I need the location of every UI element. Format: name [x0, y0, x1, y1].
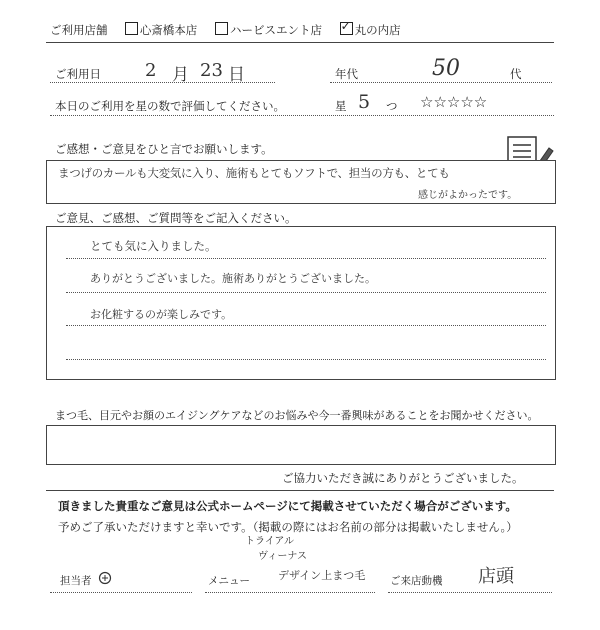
- notice-line-2: 予めご了承いただけますと幸いです。（掲載の際にはお名前の部分は掲載いたしません。）: [58, 520, 518, 534]
- opinion-rule-4: [66, 359, 546, 360]
- rating-value: 5: [358, 91, 371, 113]
- aging-box[interactable]: [46, 425, 556, 465]
- rating-question: 本日のご利用を星の数で評価してください。: [55, 99, 285, 113]
- thanks-text: ご協力いただき誠にありがとうございました。: [282, 471, 524, 485]
- aging-question: まつ毛、目元やお顔のエイジングケアなどのお悩みや今一番興味があることをお聞かせください。: [55, 409, 539, 422]
- star-label: 星: [335, 99, 347, 113]
- staff-label: 担当者: [60, 575, 92, 587]
- visit-underline: [388, 592, 552, 593]
- rating-unit: つ: [386, 99, 398, 113]
- date-underline: [50, 82, 275, 83]
- menu-label: メニュー: [208, 575, 250, 587]
- store-label: ご利用店舗: [50, 23, 108, 37]
- visit-value: 店頭: [478, 566, 514, 587]
- checkbox-icon[interactable]: [125, 22, 138, 35]
- impression-text-line2: 感じがよかったです。: [418, 190, 518, 201]
- divider: [46, 42, 554, 43]
- store-option-herbis[interactable]: ハービスエント店: [215, 22, 322, 38]
- menu-line-1: トライアル: [245, 536, 294, 547]
- date-day: 23: [200, 60, 223, 81]
- rating-stars[interactable]: ☆☆☆☆☆: [420, 93, 488, 111]
- rating-underline: [50, 115, 554, 116]
- date-month: 2: [145, 60, 157, 81]
- age-underline: [330, 82, 552, 83]
- opinion-rule-2: [66, 292, 546, 293]
- date-month-unit: 月: [172, 65, 189, 85]
- impression-text-line1: まつげのカールも大変気に入り、施術もとてもソフトで、担当の方も、とても: [58, 166, 450, 180]
- opinion-line-3: お化粧するのが楽しみです。: [90, 308, 233, 321]
- checkbox-checked-icon[interactable]: [340, 22, 353, 35]
- opinion-rule-3: [66, 325, 546, 326]
- store-option-shinsaibashi[interactable]: 心斎橋本店: [125, 22, 198, 38]
- visit-label: ご来店動機: [390, 575, 443, 587]
- menu-line-3: デザイン上まつ毛: [278, 569, 366, 582]
- opinion-line-2: ありがとうございました。施術ありがとうございました。: [90, 272, 376, 285]
- staff-underline: [50, 592, 192, 593]
- store-row: [50, 22, 415, 38]
- opinion-question: ご意見、ご感想、ご質問等をご記入ください。: [55, 211, 297, 225]
- age-unit: 代: [510, 67, 522, 81]
- store-option-marunouchi[interactable]: ✓ 丸の内店: [340, 22, 401, 38]
- divider: [46, 490, 554, 491]
- menu-line-2: ヴィーナス: [258, 551, 307, 562]
- age-value: 50: [432, 56, 460, 81]
- date-day-unit: 日: [228, 65, 245, 85]
- checkbox-icon[interactable]: [215, 22, 228, 35]
- seal-icon: [98, 570, 112, 584]
- date-label: ご利用日: [55, 67, 101, 81]
- notice-line-1: 頂きました貴重なご意見は公式ホームページにて掲載させていただく場合がございます。: [58, 499, 517, 513]
- opinion-rule-1: [66, 258, 546, 259]
- impression-question: ご感想・ご意見をひと言でお願いします。: [55, 142, 273, 156]
- opinion-line-1: とても気に入りました。: [90, 239, 217, 253]
- menu-underline: [205, 592, 375, 593]
- age-label: 年代: [335, 67, 358, 81]
